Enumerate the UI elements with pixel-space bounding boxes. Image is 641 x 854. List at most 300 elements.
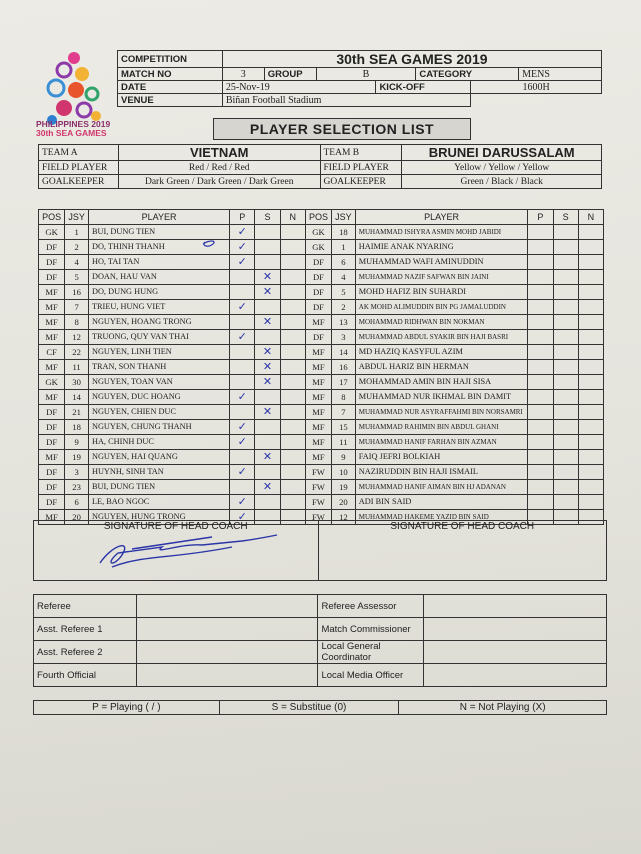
team-a-name: VIETNAM	[118, 145, 320, 161]
team-a-jersey: 22	[65, 345, 89, 360]
team-b-not-playing-mark	[578, 330, 603, 345]
team-a-playing-mark: ✓	[230, 510, 255, 525]
signature-label-b: SIGNATURE OF HEAD COACH	[390, 521, 535, 532]
team-a-player-name: NGUYEN, LINH TIEN	[88, 345, 229, 360]
header-s-b: S	[553, 210, 578, 225]
team-b-player-name: MOHAMMAD RIDHWAN BIN NOKMAN	[355, 315, 528, 330]
kickoff-value: 1600H	[471, 81, 602, 94]
logo-line-2: 30th SEA GAMES	[36, 128, 107, 138]
team-b-pos: MF	[305, 450, 331, 465]
team-a-jersey: 6	[65, 495, 89, 510]
team-a-jersey: 12	[65, 330, 89, 345]
team-b-jersey: 9	[332, 450, 356, 465]
team-b-jersey: 18	[332, 225, 356, 240]
kickoff-label: KICK-OFF	[376, 81, 471, 94]
team-a-playing-mark	[230, 315, 255, 330]
competition-label: COMPETITION	[118, 51, 223, 68]
team-a-substitute-mark: ✕	[255, 285, 280, 300]
team-b-jersey: 1	[332, 240, 356, 255]
team-b-not-playing-mark	[578, 360, 603, 375]
team-b-player-name: MUHAMMAD WAFI AMINUDDIN	[355, 255, 528, 270]
team-b-substitute-mark	[553, 240, 578, 255]
team-b-jersey: 2	[332, 300, 356, 315]
teams-table	[38, 144, 602, 189]
team-a-jersey: 4	[65, 255, 89, 270]
team-a-jersey: 8	[65, 315, 89, 330]
team-b-player-name: MUHAMMAD NUR IKHMAL BIN DAMIT	[355, 390, 528, 405]
coach-signature	[92, 525, 282, 575]
team-b-playing-mark	[528, 435, 553, 450]
team-b-jersey: 19	[332, 480, 356, 495]
team-a-jersey: 1	[65, 225, 89, 240]
page-title: PLAYER SELECTION LIST	[213, 118, 471, 140]
table-row	[39, 360, 604, 375]
team-a-not-playing-mark	[280, 375, 305, 390]
team-a-playing-mark	[230, 375, 255, 390]
team-a-substitute-mark: ✕	[255, 270, 280, 285]
team-b-not-playing-mark	[578, 270, 603, 285]
team-a-player-name: DOAN, HAU VAN	[88, 270, 229, 285]
team-b-not-playing-mark	[578, 225, 603, 240]
team-a-player-name: DO, DUNG HUNG	[88, 285, 229, 300]
header-n-b: N	[578, 210, 603, 225]
team-a-not-playing-mark	[280, 240, 305, 255]
team-b-jersey: 12	[332, 510, 356, 525]
team-b-pos: MF	[305, 315, 331, 330]
category-label: CATEGORY	[416, 68, 519, 81]
team-b-pos: MF	[305, 345, 331, 360]
header-pos-b: POS	[305, 210, 331, 225]
team-b-pos: DF	[305, 300, 331, 315]
team-a-playing-mark: ✓	[230, 435, 255, 450]
team-a-substitute-mark: ✕	[255, 315, 280, 330]
team-a-substitute-mark: ✕	[255, 360, 280, 375]
legend-not-playing: N = Not Playing (X)	[399, 701, 607, 715]
team-b-substitute-mark	[553, 345, 578, 360]
team-b-not-playing-mark	[578, 420, 603, 435]
asst-referee-2-label: Asst. Referee 2	[34, 641, 137, 664]
legend-table	[33, 700, 607, 715]
table-row	[39, 495, 604, 510]
header-pos-a: POS	[39, 210, 65, 225]
team-a-pos: GK	[39, 225, 65, 240]
team-a-substitute-mark: ✕	[255, 450, 280, 465]
team-a-jersey: 11	[65, 360, 89, 375]
team-b-not-playing-mark	[578, 465, 603, 480]
team-a-pos: DF	[39, 435, 65, 450]
team-b-playing-mark	[528, 225, 553, 240]
team-b-pos: MF	[305, 420, 331, 435]
team-b-player-name: MOHAMMAD AMIN BIN HAJI SISA	[355, 375, 528, 390]
team-b-substitute-mark	[553, 360, 578, 375]
team-b-playing-mark	[528, 405, 553, 420]
team-a-jersey: 21	[65, 405, 89, 420]
team-b-not-playing-mark	[578, 375, 603, 390]
referee-value	[136, 595, 318, 618]
team-a-pos: GK	[39, 375, 65, 390]
team-b-pos: FW	[305, 495, 331, 510]
team-a-jersey: 16	[65, 285, 89, 300]
team-a-player-name: NGUYEN, HOANG TRONG	[88, 315, 229, 330]
header-player-b: PLAYER	[355, 210, 528, 225]
team-a-not-playing-mark	[280, 255, 305, 270]
table-row	[39, 450, 604, 465]
officials-table	[33, 594, 607, 687]
team-b-player-name: MUHAMMAD NAZIF SAFWAN BIN JAINI	[355, 270, 528, 285]
team-a-player-name: NGUYEN, HUNG TRONG	[88, 510, 229, 525]
team-b-substitute-mark	[553, 420, 578, 435]
fourth-official-value	[136, 664, 318, 687]
team-b-substitute-mark	[553, 300, 578, 315]
team-b-not-playing-mark	[578, 285, 603, 300]
team-b-not-playing-mark	[578, 390, 603, 405]
match-no-value: 3	[222, 68, 264, 81]
team-a-player-name: HO, TAI TAN	[88, 255, 229, 270]
team-b-jersey: 16	[332, 360, 356, 375]
team-b-substitute-mark	[553, 450, 578, 465]
team-b-substitute-mark	[553, 330, 578, 345]
team-a-pos: MF	[39, 300, 65, 315]
team-a-substitute-mark	[255, 420, 280, 435]
referee-assessor-value	[424, 595, 607, 618]
team-a-substitute-mark: ✕	[255, 405, 280, 420]
team-a-pos: CF	[39, 345, 65, 360]
team-b-jersey: 17	[332, 375, 356, 390]
team-b-player-name: ADI BIN SAID	[355, 495, 528, 510]
team-b-field-kit: Yellow / Yellow / Yellow	[402, 161, 602, 175]
team-a-not-playing-mark	[280, 360, 305, 375]
table-row	[39, 420, 604, 435]
team-b-player-name: MUHAMMAD RAHIMIN BIN ABDUL GHANI	[355, 420, 528, 435]
team-b-substitute-mark	[553, 480, 578, 495]
team-b-substitute-mark	[553, 390, 578, 405]
team-a-substitute-mark	[255, 495, 280, 510]
team-a-not-playing-mark	[280, 420, 305, 435]
team-a-field-kit: Red / Red / Red	[118, 161, 320, 175]
team-a-pos: DF	[39, 480, 65, 495]
team-a-playing-mark	[230, 270, 255, 285]
team-a-player-name: NGUYEN, CHUNG THANH	[88, 420, 229, 435]
table-row	[39, 300, 604, 315]
team-a-not-playing-mark	[280, 285, 305, 300]
team-a-substitute-mark	[255, 225, 280, 240]
field-player-label-b: FIELD PLAYER	[320, 161, 402, 175]
team-a-not-playing-mark	[280, 405, 305, 420]
table-row	[39, 255, 604, 270]
team-a-label: TEAM A	[39, 145, 119, 161]
team-a-pos: MF	[39, 285, 65, 300]
table-row	[39, 405, 604, 420]
local-general-coordinator-label: Local General Coordinator	[318, 641, 424, 664]
group-value: B	[316, 68, 416, 81]
team-b-pos: FW	[305, 480, 331, 495]
table-row	[39, 315, 604, 330]
team-b-jersey: 4	[332, 270, 356, 285]
team-a-jersey: 18	[65, 420, 89, 435]
team-b-not-playing-mark	[578, 480, 603, 495]
team-a-playing-mark: ✓	[230, 465, 255, 480]
team-b-substitute-mark	[553, 495, 578, 510]
team-b-pos: FW	[305, 465, 331, 480]
team-a-jersey: 19	[65, 450, 89, 465]
team-a-player-name: TRUONG, QUY VAN THAI	[88, 330, 229, 345]
team-b-pos: MF	[305, 390, 331, 405]
table-row	[39, 225, 604, 240]
team-b-playing-mark	[528, 270, 553, 285]
team-a-substitute-mark	[255, 240, 280, 255]
team-a-pos: MF	[39, 450, 65, 465]
team-b-player-name: MUHAMMAD HANIF AIMAN BIN HJ ADANAN	[355, 480, 528, 495]
team-a-pos: DF	[39, 465, 65, 480]
team-a-playing-mark: ✓	[230, 330, 255, 345]
team-b-substitute-mark	[553, 225, 578, 240]
team-a-player-name: TRIEU, HUNG VIET	[88, 300, 229, 315]
header-jsy-b: JSY	[332, 210, 356, 225]
team-a-not-playing-mark	[280, 390, 305, 405]
team-b-playing-mark	[528, 465, 553, 480]
team-a-substitute-mark: ✕	[255, 375, 280, 390]
team-a-playing-mark: ✓	[230, 390, 255, 405]
team-a-substitute-mark: ✕	[255, 480, 280, 495]
header-n-a: N	[280, 210, 305, 225]
team-a-pos: DF	[39, 420, 65, 435]
team-a-playing-mark	[230, 450, 255, 465]
team-b-not-playing-mark	[578, 300, 603, 315]
team-a-player-name: HUYNH, SINH TAN	[88, 465, 229, 480]
team-b-not-playing-mark	[578, 405, 603, 420]
team-a-jersey: 2	[65, 240, 89, 255]
team-a-playing-mark: ✓	[230, 225, 255, 240]
venue-value: Biñan Football Stadium	[222, 94, 470, 107]
team-a-not-playing-mark	[280, 330, 305, 345]
local-general-coordinator-value	[424, 641, 607, 664]
team-a-jersey: 30	[65, 375, 89, 390]
table-row	[39, 240, 604, 255]
match-commissioner-value	[424, 618, 607, 641]
team-a-pos: DF	[39, 495, 65, 510]
team-a-jersey: 23	[65, 480, 89, 495]
table-row	[39, 435, 604, 450]
team-a-player-name: BUI, DUNG TIEN	[88, 480, 229, 495]
team-a-playing-mark	[230, 285, 255, 300]
team-b-playing-mark	[528, 495, 553, 510]
logo-text	[36, 120, 110, 138]
signature-table	[33, 520, 607, 581]
fourth-official-label: Fourth Official	[34, 664, 137, 687]
team-a-not-playing-mark	[280, 270, 305, 285]
team-b-pos: GK	[305, 225, 331, 240]
team-b-jersey: 14	[332, 345, 356, 360]
team-a-player-name: BUI, DUNG TIEN	[88, 225, 229, 240]
team-b-playing-mark	[528, 390, 553, 405]
player-selection-table	[38, 209, 604, 525]
table-row	[39, 465, 604, 480]
team-b-jersey: 15	[332, 420, 356, 435]
team-b-playing-mark	[528, 285, 553, 300]
team-b-substitute-mark	[553, 465, 578, 480]
team-b-playing-mark	[528, 345, 553, 360]
team-b-playing-mark	[528, 360, 553, 375]
team-a-playing-mark	[230, 360, 255, 375]
asst-referee-1-label: Asst. Referee 1	[34, 618, 137, 641]
local-media-officer-label: Local Media Officer	[318, 664, 424, 687]
team-a-jersey: 14	[65, 390, 89, 405]
team-b-jersey: 3	[332, 330, 356, 345]
team-a-player-name: NGUYEN, CHIEN DUC	[88, 405, 229, 420]
group-label: GROUP	[264, 68, 316, 81]
table-row	[39, 390, 604, 405]
team-b-pos: FW	[305, 510, 331, 525]
team-b-not-playing-mark	[578, 495, 603, 510]
goalkeeper-label-b: GOALKEEPER	[320, 175, 402, 189]
header-p-a: P	[230, 210, 255, 225]
team-b-playing-mark	[528, 450, 553, 465]
team-b-playing-mark	[528, 255, 553, 270]
team-b-not-playing-mark	[578, 450, 603, 465]
team-a-not-playing-mark	[280, 315, 305, 330]
team-a-pos: DF	[39, 405, 65, 420]
match-commissioner-label: Match Commissioner	[318, 618, 424, 641]
referee-label: Referee	[34, 595, 137, 618]
venue-label: VENUE	[118, 94, 223, 107]
team-b-label: TEAM B	[320, 145, 402, 161]
team-a-playing-mark: ✓	[230, 420, 255, 435]
team-a-playing-mark: ✓	[230, 255, 255, 270]
team-a-pos: MF	[39, 390, 65, 405]
team-a-pos: MF	[39, 330, 65, 345]
player-rows	[39, 225, 604, 525]
team-b-playing-mark	[528, 240, 553, 255]
team-a-substitute-mark	[255, 435, 280, 450]
team-b-pos: DF	[305, 255, 331, 270]
team-a-playing-mark: ✓	[230, 495, 255, 510]
team-b-playing-mark	[528, 300, 553, 315]
team-b-jersey: 5	[332, 285, 356, 300]
team-a-not-playing-mark	[280, 450, 305, 465]
team-a-substitute-mark: ✕	[255, 345, 280, 360]
table-row	[39, 330, 604, 345]
team-a-substitute-mark	[255, 255, 280, 270]
team-b-pos: DF	[305, 285, 331, 300]
team-b-pos: MF	[305, 435, 331, 450]
team-b-player-name: MUHAMMAD ABDUL SYAKIR BIN HAJI BASRI	[355, 330, 528, 345]
team-a-pos: MF	[39, 360, 65, 375]
date-label: DATE	[118, 81, 223, 94]
team-b-playing-mark	[528, 420, 553, 435]
team-a-playing-mark: ✓	[230, 300, 255, 315]
team-b-not-playing-mark	[578, 435, 603, 450]
team-a-pos: MF	[39, 510, 65, 525]
signature-cell-a	[34, 521, 319, 581]
team-a-jersey: 9	[65, 435, 89, 450]
table-row	[39, 375, 604, 390]
team-b-player-name: ABDUL HARIZ BIN HERMAN	[355, 360, 528, 375]
match-no-label: MATCH NO	[118, 68, 223, 81]
team-a-playing-mark: ✓	[230, 240, 255, 255]
team-a-substitute-mark	[255, 390, 280, 405]
header-player-a: PLAYER	[88, 210, 229, 225]
team-b-playing-mark	[528, 315, 553, 330]
team-a-not-playing-mark	[280, 300, 305, 315]
header-p-b: P	[528, 210, 553, 225]
team-b-playing-mark	[528, 375, 553, 390]
team-b-jersey: 20	[332, 495, 356, 510]
team-a-player-name: TRAN, SON THANH	[88, 360, 229, 375]
team-b-pos: DF	[305, 330, 331, 345]
table-row	[39, 270, 604, 285]
team-b-player-name: AK MOHD ALIMUDDIN BIN PG JAMALUDDIN	[355, 300, 528, 315]
team-b-not-playing-mark	[578, 255, 603, 270]
team-b-player-name: MUHAMMAD ISHYRA ASMIN MOHD JABIDI	[355, 225, 528, 240]
competition-value: 30th SEA GAMES 2019	[222, 51, 601, 68]
team-b-jersey: 10	[332, 465, 356, 480]
team-b-substitute-mark	[553, 435, 578, 450]
team-a-jersey: 5	[65, 270, 89, 285]
logo-line-1: PHILIPPINES 2019	[36, 119, 111, 129]
team-a-pos: DF	[39, 255, 65, 270]
team-b-player-name: MOHD HAFIZ BIN SUHARDI	[355, 285, 528, 300]
team-b-player-name: MUHAMMAD NUR ASYRAFFAHMI BIN NORSAMRI	[355, 405, 528, 420]
team-a-substitute-mark	[255, 465, 280, 480]
team-a-player-name: NGUYEN, DUC HOANG	[88, 390, 229, 405]
team-b-pos: MF	[305, 360, 331, 375]
team-a-not-playing-mark	[280, 495, 305, 510]
team-a-player-name: LE, BAO NGOC	[88, 495, 229, 510]
team-a-playing-mark	[230, 345, 255, 360]
table-row	[39, 480, 604, 495]
team-a-not-playing-mark	[280, 345, 305, 360]
team-b-playing-mark	[528, 330, 553, 345]
team-a-jersey: 7	[65, 300, 89, 315]
team-b-player-name: MD HAZIQ KASYFUL AZIM	[355, 345, 528, 360]
signature-label-a: SIGNATURE OF HEAD COACH	[103, 521, 248, 532]
team-b-not-playing-mark	[578, 315, 603, 330]
team-a-player-name: HA, CHINH DUC	[88, 435, 229, 450]
team-a-gk-kit: Dark Green / Dark Green / Dark Green	[118, 175, 320, 189]
asst-referee-1-value	[136, 618, 318, 641]
team-a-player-name: NGUYEN, TOAN VAN	[88, 375, 229, 390]
team-a-not-playing-mark	[280, 225, 305, 240]
team-b-pos: GK	[305, 240, 331, 255]
team-b-gk-kit: Green / Black / Black	[402, 175, 602, 189]
category-value: MENS	[519, 68, 602, 81]
goalkeeper-label-a: GOALKEEPER	[39, 175, 119, 189]
team-a-pos: DF	[39, 240, 65, 255]
team-b-pos: MF	[305, 375, 331, 390]
team-b-player-name: NAZIRUDDIN BIN HAJI ISMAIL	[355, 465, 528, 480]
legend-playing: P = Playing ( / )	[34, 701, 220, 715]
team-b-jersey: 6	[332, 255, 356, 270]
team-a-player-name: DO, THINH THANH	[88, 240, 229, 255]
table-row	[39, 345, 604, 360]
local-media-officer-value	[424, 664, 607, 687]
team-b-playing-mark	[528, 480, 553, 495]
team-a-pos: DF	[39, 270, 65, 285]
team-b-substitute-mark	[553, 375, 578, 390]
legend-substitute: S = Substitue (0)	[219, 701, 399, 715]
team-b-substitute-mark	[553, 255, 578, 270]
team-a-not-playing-mark	[280, 465, 305, 480]
team-b-substitute-mark	[553, 270, 578, 285]
team-b-substitute-mark	[553, 315, 578, 330]
team-b-pos: MF	[305, 405, 331, 420]
team-a-player-name: NGUYEN, HAI QUANG	[88, 450, 229, 465]
team-b-not-playing-mark	[578, 345, 603, 360]
field-player-label-a: FIELD PLAYER	[39, 161, 119, 175]
team-a-not-playing-mark	[280, 435, 305, 450]
team-b-substitute-mark	[553, 285, 578, 300]
team-b-player-name: HAIMIE ANAK NYARING	[355, 240, 528, 255]
